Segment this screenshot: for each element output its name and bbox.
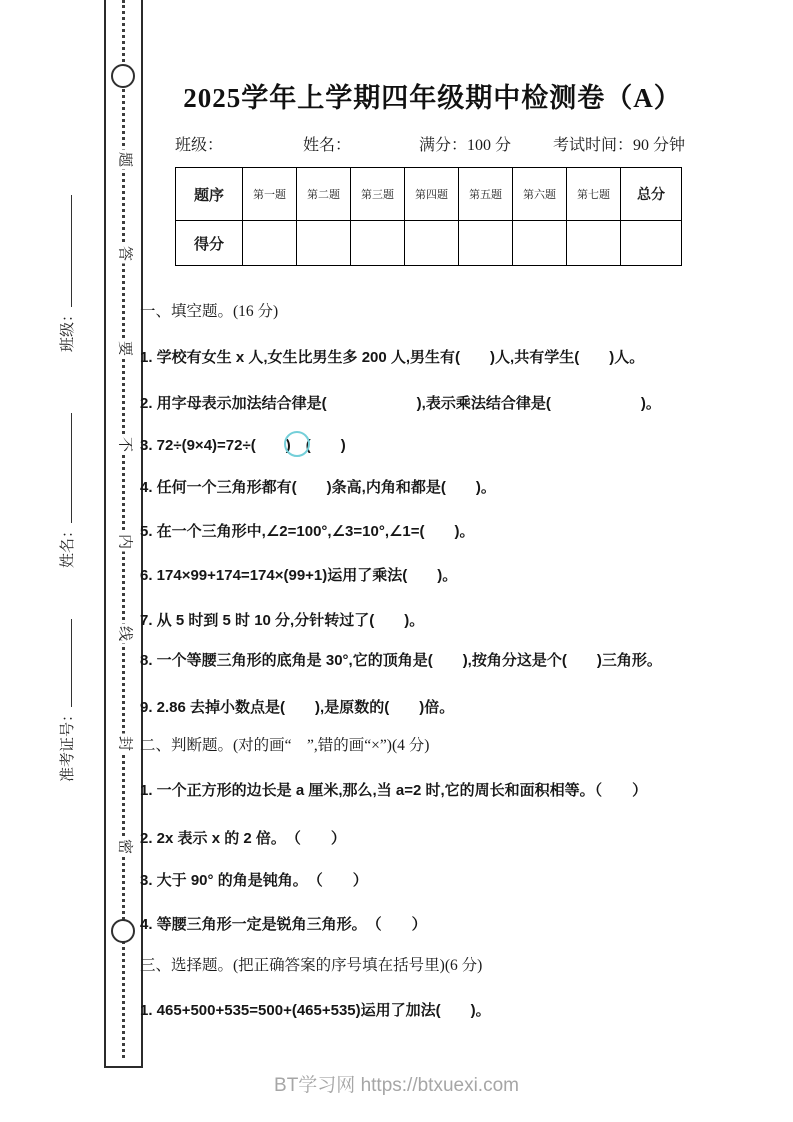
score-cell	[405, 221, 459, 266]
score-table-header: 题序	[176, 168, 243, 221]
score-table	[175, 167, 682, 266]
score-cell	[621, 221, 682, 266]
score-table-header: 第六题	[513, 168, 567, 221]
seal-char: 线	[111, 624, 136, 644]
seal-line-band	[104, 0, 143, 1068]
info-exam-time: 考试时间：90 分钟	[553, 137, 686, 154]
score-cell	[243, 221, 297, 266]
seal-char: 要	[111, 339, 136, 359]
info-class-label: 班级：	[175, 137, 224, 154]
score-table-header: 第三题	[351, 168, 405, 221]
fill-question-1: 1. 学校有女生 x 人,女生比男生多 200 人,男生有( )人,共有学生( )人。	[140, 349, 645, 366]
info-name-label: 姓名：	[303, 137, 352, 154]
score-table-header: 第七题	[567, 168, 621, 221]
score-table-header: 第二题	[297, 168, 351, 221]
student-field-class-label: 班级：	[60, 306, 76, 352]
student-field-exam-no	[56, 619, 77, 782]
seal-circle-icon	[111, 64, 135, 88]
fill-question-9: 9. 2.86 去掉小数点是( ),是原数的( )倍。	[140, 699, 455, 716]
fill-question-2: 2. 用字母表示加法结合律是( ),表示乘法结合律是( )。	[140, 395, 661, 412]
student-field-exam-no-label: 准考证号：	[60, 706, 76, 782]
operator-circle-icon	[284, 431, 310, 457]
choice-question-1: 1. 465+500+535=500+(465+535)运用了加法( )。	[140, 1002, 491, 1019]
student-field-name-label: 姓名：	[60, 522, 76, 568]
fill-question-6: 6. 174×99+174=174×(99+1)运用了乘法( )。	[140, 567, 458, 584]
student-field-class-blank	[57, 195, 72, 307]
info-full-score: 满分：100 分	[419, 137, 512, 154]
fill-question-3-post: ( )	[305, 436, 346, 454]
judge-question-1: 1. 一个正方形的边长是 a 厘米,那么,当 a=2 时,它的周长和面积相等。（ ）	[140, 782, 648, 799]
score-cell	[567, 221, 621, 266]
student-field-exam-no-blank	[57, 619, 72, 707]
judge-question-4: 4. 等腰三角形一定是锐角三角形。 （ ）	[140, 916, 427, 933]
judge-question-3: 3. 大于 90° 的角是钝角。 （ ）	[140, 872, 368, 889]
page-title: 2025学年上学期四年级期中检测卷（A）	[183, 83, 682, 113]
seal-char: 内	[111, 532, 136, 552]
score-cell	[513, 221, 567, 266]
score-table-header: 第一题	[243, 168, 297, 221]
student-field-name-blank	[57, 413, 72, 523]
score-cell	[297, 221, 351, 266]
fill-question-5: 5. 在一个三角形中,∠2=100°,∠3=10°,∠1=( )。	[140, 523, 475, 540]
judge-question-2: 2. 2x 表示 x 的 2 倍。 （ ）	[140, 830, 346, 847]
seal-char: 密	[111, 837, 136, 857]
score-table-score-row	[176, 221, 682, 266]
score-cell	[351, 221, 405, 266]
seal-circle-icon	[111, 919, 135, 943]
section-heading-choice: 三、选择题。(把正确答案的序号填在括号里)(6 分)	[140, 957, 483, 974]
section-heading-fill: 一、填空题。(16 分)	[140, 303, 279, 320]
fill-question-3	[140, 433, 346, 459]
fill-question-3-pre: 3. 72÷(9×4)=72÷( )	[140, 436, 291, 454]
site-watermark: BT学习网 https://btxuexi.com	[274, 1075, 519, 1096]
seal-char: 题	[111, 150, 136, 170]
section-heading-judge: 二、判断题。(对的画“ ”,错的画“×”)(4 分)	[140, 737, 430, 754]
score-row-label: 得分	[176, 221, 243, 266]
fill-question-8: 8. 一个等腰三角形的底角是 30°,它的顶角是( ),按角分这是个( )三角形。	[140, 652, 662, 669]
seal-char: 封	[111, 734, 136, 754]
student-field-name	[56, 413, 77, 568]
score-table-header: 总分	[621, 168, 682, 221]
score-table-header: 第五题	[459, 168, 513, 221]
score-cell	[459, 221, 513, 266]
fill-question-4: 4. 任何一个三角形都有( )条高,内角和都是( )。	[140, 479, 496, 496]
seal-char: 不	[111, 435, 136, 455]
score-table-header-row	[176, 168, 682, 221]
seal-char: 答	[111, 244, 136, 264]
student-field-class	[56, 195, 77, 352]
score-table-header: 第四题	[405, 168, 459, 221]
fill-question-7: 7. 从 5 时到 5 时 10 分,分针转过了( )。	[140, 612, 425, 629]
